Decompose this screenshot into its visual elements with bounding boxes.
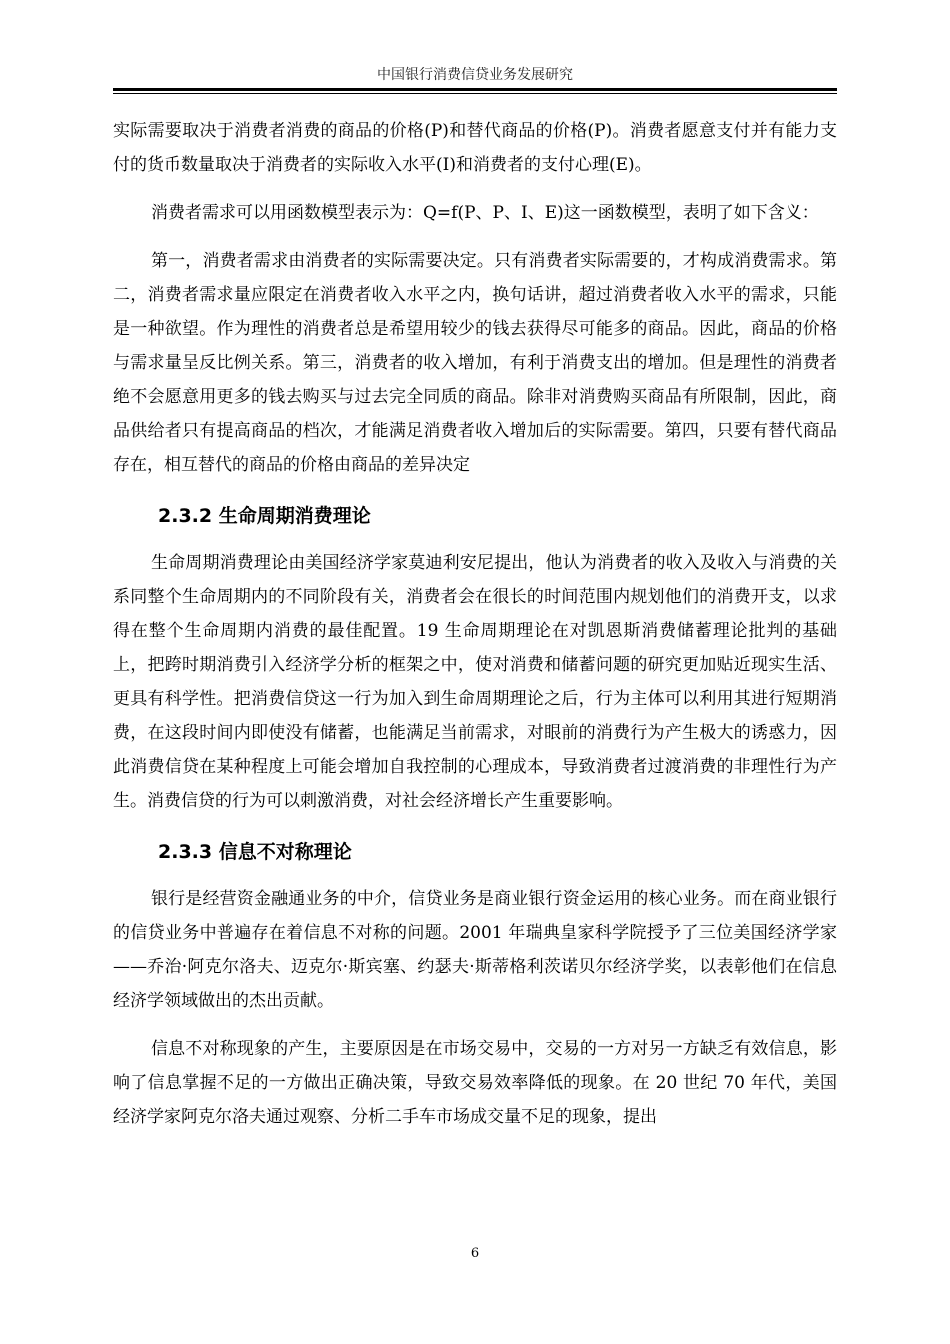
- paragraph-information-asymmetry-cause: 信息不对称现象的产生，主要原因是在市场交易中，交易的一方对另一方缺乏有效信息，影响了信息掌握不足的一方做出正确决策，导致交易效率降低的现象。在 20 世纪 70 年代，美国经济学家阿克尔洛夫通过观察、分析二手车市场成交量不足的现象，提出: [113, 1039, 837, 1127]
- paragraph-demand-function: 消费者需求可以用函数模型表示为：Q=f(P、P、I、E)这一函数模型，表明了如下含义：: [151, 203, 819, 223]
- header-rule-thick: [113, 88, 837, 91]
- paragraph-continued: 实际需要取决于消费者消费的商品的价格(P)和替代商品的价格(P)。消费者愿意支付并有能力支付的货币数量取决于消费者的实际收入水平(I)和消费者的支付心理(E)。: [113, 121, 837, 175]
- section-heading-2-3-3: 2.3.3 信息不对称理论: [158, 841, 352, 863]
- section-heading-2-3-2: 2.3.2 生命周期消费理论: [158, 505, 371, 527]
- paragraph-life-cycle-theory: 生命周期消费理论由美国经济学家莫迪利安尼提出，他认为消费者的收入及收入与消费的关系同整个生命周期内的不同阶段有关，消费者会在很长的时间范围内规划他们的消费开支，以求得在整个生命周期内消费的最佳配置。19 生命周期理论在对凯恩斯消费储蓄理论批判的基础上，把跨时期消费引入经济学分析的框架之中，使对消费和储蓄问题的研究更加贴近现实生活、更具有科学性。把消费信贷这一行为加入到生命周期理论之后，行为主体可以利用其进行短期消费，在这段时间内即使没有储蓄，也能满足当前需求，对眼前的消费行为产生极大的诱惑力，因此消费信贷在某种程度上可能会增加自我控制的心理成本，导致消费者过渡消费的非理性行为产生。消费信贷的行为可以刺激消费，对社会经济增长产生重要影响。: [113, 553, 837, 811]
- running-header: 中国银行消费信贷业务发展研究: [377, 67, 573, 83]
- header-rule-thin: [113, 93, 837, 94]
- page-body: [113, 114, 837, 1134]
- paragraph-information-asymmetry-intro: 银行是经营资金融通业务的中介，信贷业务是商业银行资金运用的核心业务。而在商业银行的信贷业务中普遍存在着信息不对称的问题。2001 年瑞典皇家科学院授予了三位美国经济学家——乔治·阿克尔洛夫、迈克尔·斯宾塞、约瑟夫·斯蒂格利茨诺贝尔经济学奖，以表彰他们在信息经济学领域做出的杰出贡献。: [113, 889, 837, 1011]
- paragraph-demand-implications: 第一，消费者需求由消费者的实际需要决定。只有消费者实际需要的，才构成消费需求。第二，消费者需求量应限定在消费者收入水平之内，换句话讲，超过消费者收入水平的需求，只能是一种欲望。作为理性的消费者总是希望用较少的钱去获得尽可能多的商品。因此，商品的价格与需求量呈反比例关系。第三，消费者的收入增加，有利于消费支出的增加。但是理性的消费者绝不会愿意用更多的钱去购买与过去完全同质的商品。除非对消费购买商品有所限制，因此，商品供给者只有提高商品的档次，才能满足消费者收入增加后的实际需要。第四，只要有替代商品存在，相互替代的商品的价格由商品的差异决定: [113, 251, 837, 475]
- page-number: 6: [470, 1246, 480, 1261]
